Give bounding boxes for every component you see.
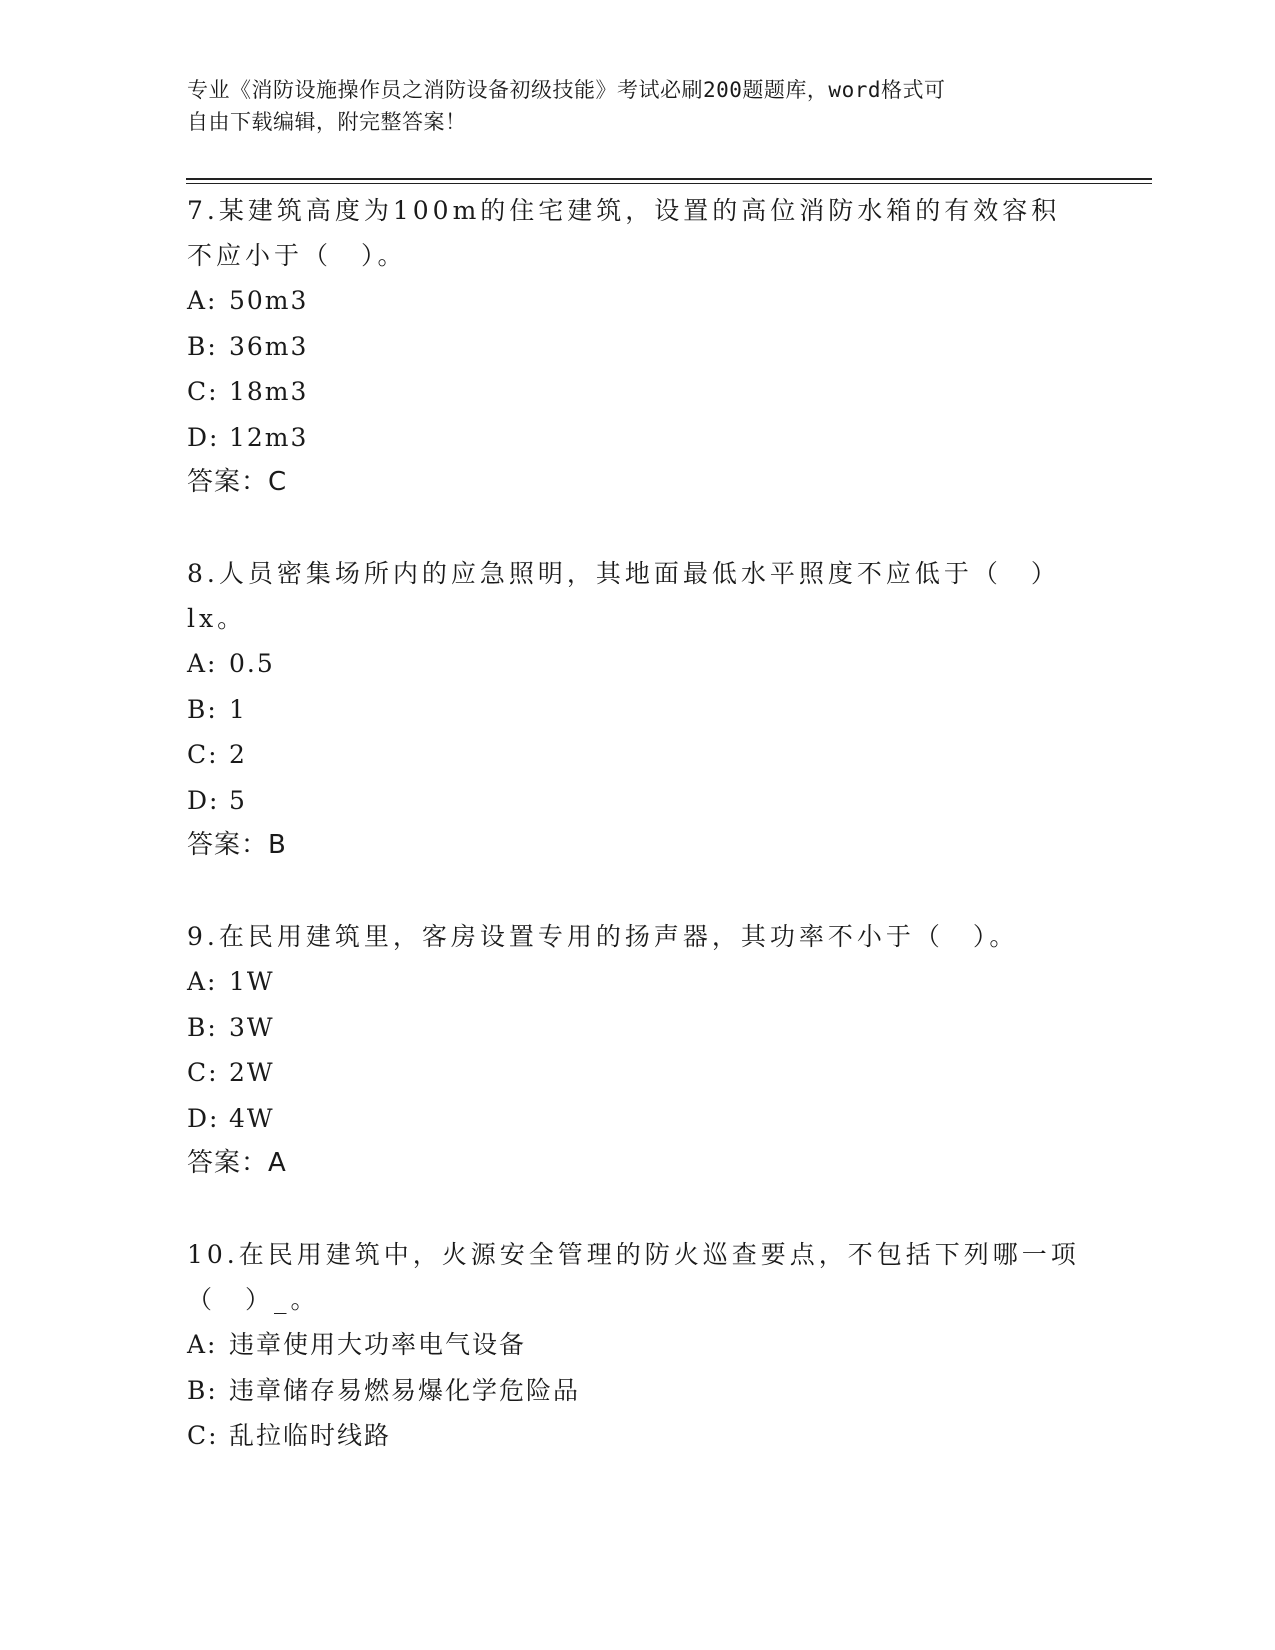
question-spacer	[187, 505, 1087, 551]
option-text: 1W	[229, 967, 275, 996]
question-9	[187, 914, 1087, 1186]
option-letter: A:	[187, 286, 218, 315]
option-letter: D:	[187, 785, 220, 815]
option-text: 1	[229, 694, 247, 724]
option-d	[187, 778, 1087, 824]
answer-label: 答案：B	[187, 830, 287, 860]
question-stem: 9.在民用建筑里，客房设置专用的扬声器，其功率不小于（ ）。	[187, 922, 1019, 951]
option-text: 2	[229, 740, 247, 769]
option-letter: D:	[187, 1103, 220, 1133]
question-8	[187, 551, 1087, 868]
option-letter: A:	[187, 967, 218, 996]
option-d	[187, 1096, 1087, 1142]
option-text: 5	[229, 785, 247, 815]
option-a	[187, 1322, 1087, 1368]
option-b	[187, 1005, 1087, 1051]
option-b	[187, 324, 1087, 370]
option-letter: C:	[187, 377, 219, 406]
option-text: 2W	[229, 1058, 275, 1087]
header-rule-thin	[186, 183, 1152, 184]
question-10	[187, 1232, 1087, 1459]
option-text: 3W	[229, 1012, 275, 1042]
option-letter: C:	[187, 1058, 219, 1087]
question-list	[187, 188, 1087, 1459]
document-header	[187, 74, 1067, 138]
question-spacer	[187, 868, 1087, 914]
question-7	[187, 188, 1087, 505]
option-letter: B:	[187, 694, 218, 724]
header-line-2: 自由下载编辑，附完整答案！	[187, 110, 467, 134]
option-a	[187, 641, 1087, 687]
option-letter: D:	[187, 422, 220, 452]
answer-label: 答案：C	[187, 467, 288, 497]
option-text: 乱拉临时线路	[229, 1421, 392, 1450]
question-stem: 7.某建筑高度为100m的住宅建筑，设置的高位消防水箱的有效容积不应小于（ ）。	[187, 196, 1061, 270]
option-text: 50m3	[229, 286, 309, 315]
option-b	[187, 1368, 1087, 1414]
option-text: 违章使用大功率电气设备	[229, 1330, 527, 1359]
answer-label: 答案：A	[187, 1148, 287, 1178]
option-text: 18m3	[229, 377, 309, 406]
option-c	[187, 732, 1087, 778]
header-rule-thick	[186, 178, 1152, 180]
header-line-1: 专业《消防设施操作员之消防设备初级技能》考试必刷200题题库，word格式可	[187, 78, 946, 102]
option-a	[187, 278, 1087, 324]
option-a	[187, 959, 1087, 1005]
option-d	[187, 415, 1087, 461]
option-c	[187, 1050, 1087, 1096]
option-letter: B:	[187, 331, 218, 361]
option-letter: C:	[187, 1421, 219, 1450]
question-spacer	[187, 1186, 1087, 1232]
option-text: 0.5	[229, 649, 275, 678]
option-text: 4W	[229, 1103, 275, 1133]
option-letter: A:	[187, 1330, 218, 1359]
question-stem: 8.人员密集场所内的应急照明，其地面最低水平照度不应低于（ ）lx。	[187, 559, 1060, 633]
option-b	[187, 687, 1087, 733]
option-c	[187, 369, 1087, 415]
option-letter: B:	[187, 1375, 218, 1405]
option-text: 违章储存易燃易爆化学危险品	[229, 1375, 581, 1405]
option-letter: B:	[187, 1012, 218, 1042]
option-letter: A:	[187, 649, 218, 678]
option-text: 12m3	[229, 422, 309, 452]
option-letter: C:	[187, 740, 219, 769]
question-stem: 10.在民用建筑中，火源安全管理的防火巡查要点，不包括下列哪一项（ ）_。	[187, 1240, 1080, 1314]
option-text: 36m3	[229, 331, 309, 361]
option-c	[187, 1413, 1087, 1459]
